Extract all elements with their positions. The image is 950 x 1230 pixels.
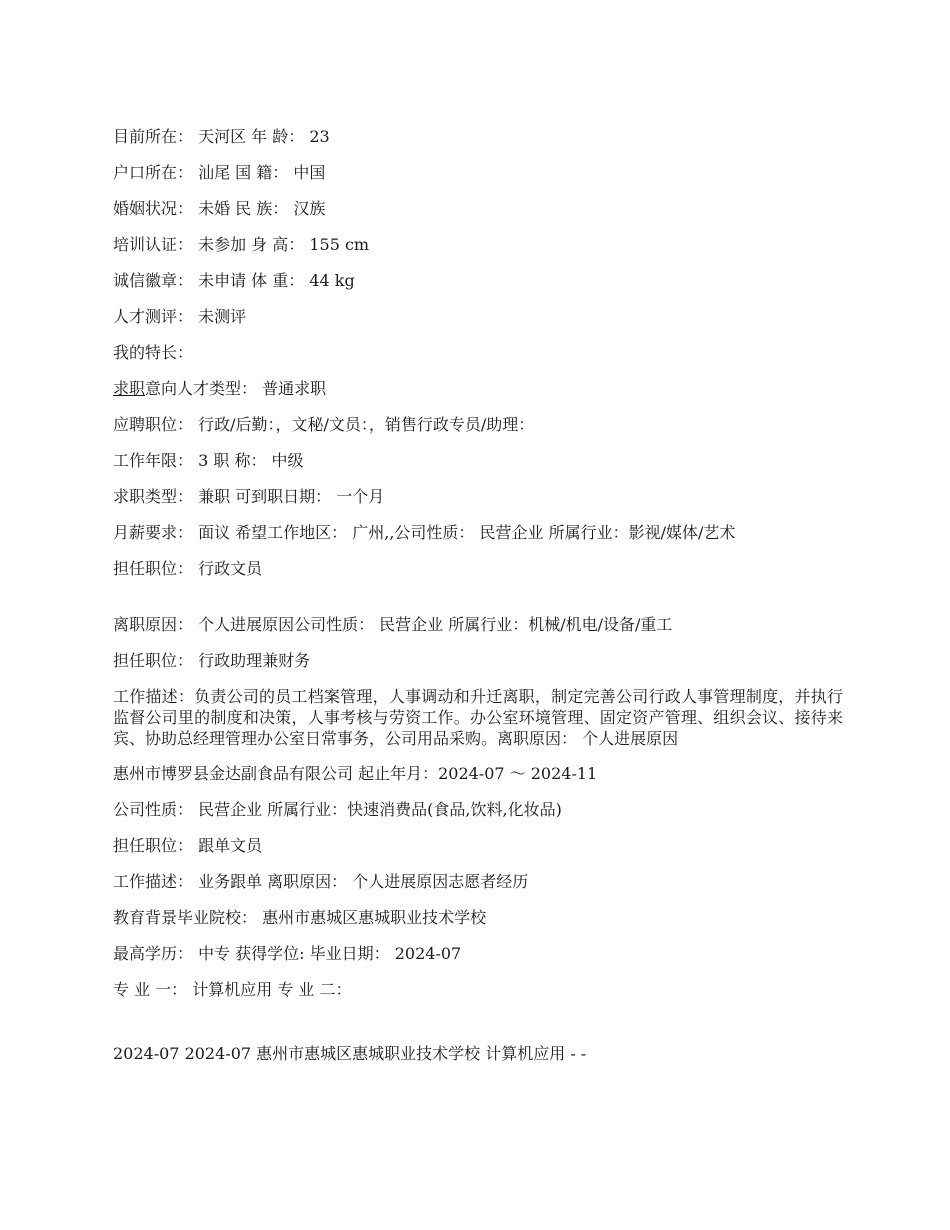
position-held-line-1: 担任职位： 行政文员 <box>113 559 263 578</box>
job-type-line: 求职类型： 兼职 可到职日期： 一个月 <box>113 487 385 506</box>
education-school-line: 教育背景毕业院校： 惠州市惠城区惠城职业技术学校 <box>113 908 487 927</box>
current-location-line: 目前所在： 天河区 年 龄： 23 <box>113 127 330 146</box>
work-years-line: 工作年限： 3 职 称： 中级 <box>113 451 304 470</box>
work-description-paragraph: 工作描述：负责公司的员工档案管理，人事调动和升迁离职，制定完善公司行政人事管理制度，并执行监督公司里的制度和决策，人事考核与劳资工作。办公室环境管理、固定资产管理、组织会议、接待来宾、协助总经理管理办公室日常事务，公司用品采购。离职原因： 个人进展原因 <box>113 687 843 748</box>
company-nature-line: 公司性质： 民营企业 所属行业：快速消费品(食品,饮料,化妆品) <box>113 800 562 819</box>
job-intent-rest: 意向人才类型： 普通求职 <box>145 379 327 398</box>
applied-positions-line: 应聘职位： 行政/后勤：，文秘/文员：，销售行政专员/助理： <box>113 415 535 434</box>
position-held-line-2: 担任职位： 行政助理兼财务 <box>113 651 311 670</box>
marital-status-line: 婚姻状况： 未婚 民 族： 汉族 <box>113 199 326 218</box>
job-intent-line <box>113 378 843 400</box>
talent-assessment-line: 人才测评： 未测评 <box>113 307 247 326</box>
household-registration-line: 户口所在： 汕尾 国 籍： 中国 <box>113 163 326 182</box>
work-description-line: 工作描述： 业务跟单 离职原因： 个人进展原因志愿者经历 <box>113 872 529 891</box>
job-intent-underlined: 求职 <box>113 379 146 398</box>
specialties-line: 我的特长： <box>113 343 194 362</box>
leave-reason-line: 离职原因： 个人进展原因公司性质： 民营企业 所属行业：机械/机电/设备/重工 <box>113 615 673 634</box>
education-record-line: 2024-07 2024-07 惠州市惠城区惠城职业技术学校 计算机应用 - - <box>113 1044 587 1063</box>
highest-education-line: 最高学历： 中专 获得学位: 毕业日期： 2024-07 <box>113 944 462 963</box>
integrity-badge-line: 诚信徽章： 未申请 体 重： 44 kg <box>113 271 355 290</box>
resume-document <box>113 126 843 1079</box>
company-period-line: 惠州市博罗县金达副食品有限公司 起止年月：2024-07 ～ 2024-11 <box>113 764 598 783</box>
position-held-line-3: 担任职位： 跟单文员 <box>113 836 263 855</box>
salary-expectation-line: 月薪要求： 面议 希望工作地区： 广州,,公司性质： 民营企业 所属行业：影视/媒体/艺术 <box>113 523 736 542</box>
major-line: 专 业 一： 计算机应用 专 业 二： <box>113 980 352 999</box>
training-certification-line: 培训认证： 未参加 身 高： 155 cm <box>113 235 370 254</box>
